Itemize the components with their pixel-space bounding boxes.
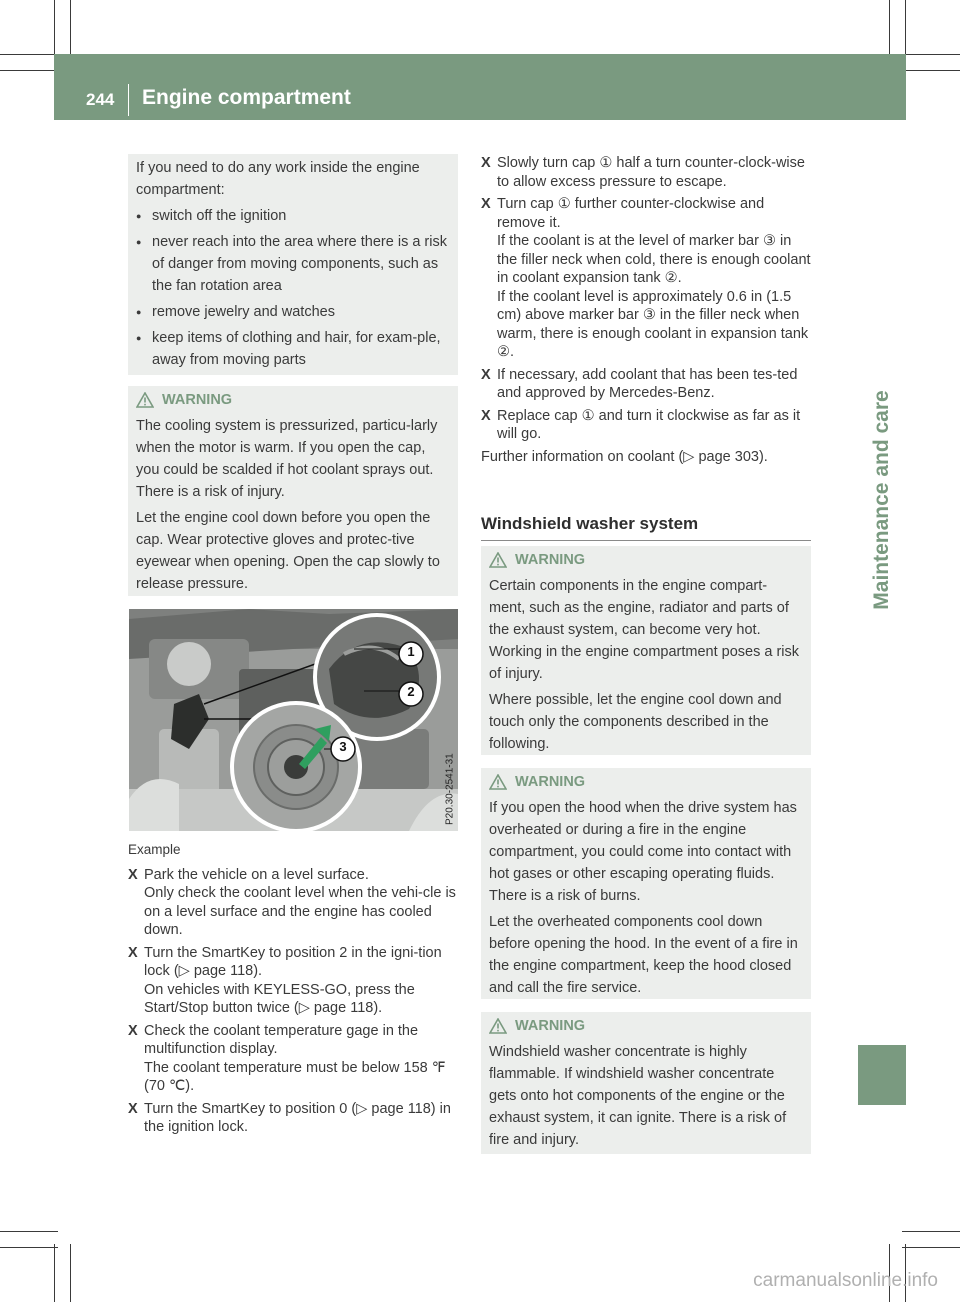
warning-text: Windshield washer concentrate is highly flammable. If windshield washer concentrate gets onto hot components of the engine or the exhaust system, it can ignite. There is a risk of fire and injury. xyxy=(489,1044,787,1148)
instruction-step xyxy=(128,866,460,940)
warning-triangle-icon xyxy=(489,774,507,790)
step-arrow-icon: X xyxy=(128,866,138,883)
warning-heading xyxy=(489,771,801,793)
step-text: Turn cap ① further counter-clockwise and remove it. xyxy=(497,196,765,231)
crop-mark xyxy=(902,1247,960,1248)
step-note: The coolant temperature must be below 158 ℉ (70 ℃). xyxy=(144,1059,446,1094)
warning-triangle-icon xyxy=(489,552,507,568)
step-arrow-icon: X xyxy=(128,1022,138,1039)
step-note: If the coolant is at the level of marker bar ③ in the filler neck when cold, there is enough coolant in coolant expansion tank ②. xyxy=(497,233,811,286)
step-text: Slowly turn cap ① half a turn counter-clock-wise to allow excess pressure to escape. xyxy=(497,155,805,190)
figure-code: P20.30-2541-31 xyxy=(445,753,456,825)
warning-text: Certain components in the engine compart-ment, such as the engine, radiator and parts of the exhaust system, can become very hot. Working in the engine compartment poses a risk of injury. xyxy=(489,578,800,682)
crop-mark xyxy=(54,1244,55,1302)
list-item: ● switch off the ignition xyxy=(136,205,448,227)
left-column-steps xyxy=(128,841,460,1141)
warning-text: If you open the hood when the drive system has overheated or during a fire in the engine compartment, you could come into contact with hot gases or other escaping operating fluids. There is a risk of burns. xyxy=(489,800,797,904)
side-tab-marker xyxy=(858,1045,906,1105)
warning-text: Where possible, let the engine cool down and touch only the components described in the following. xyxy=(489,692,782,752)
instruction-step xyxy=(481,407,813,444)
engine-compartment-illustration xyxy=(129,609,458,831)
crop-mark xyxy=(902,1231,960,1232)
warning-text: Let the overheated components cool down before opening the hood. In the event of a fire in the engine compartment, keep the hood closed and call the fire service. xyxy=(489,914,798,996)
instruction-step xyxy=(481,154,813,191)
watermark: carmanualsonline.info xyxy=(753,1270,938,1291)
step-text: If necessary, add coolant that has been tes-ted and approved by Mercedes-Benz. xyxy=(497,366,798,401)
crop-mark xyxy=(54,0,55,58)
warning-heading xyxy=(489,1015,801,1037)
info-bullet-list xyxy=(136,205,448,371)
header-divider xyxy=(128,84,129,116)
crop-mark xyxy=(902,70,960,71)
crop-mark xyxy=(0,70,58,71)
info-intro: If you need to do any work inside the engine compartment: xyxy=(136,160,420,198)
crop-mark xyxy=(889,0,890,58)
step-note: Only check the coolant level when the vehi-cle is on a level surface and the engine has cooled down. xyxy=(144,885,456,938)
step-text: Check the coolant temperature gage in the multifunction display. xyxy=(144,1022,419,1057)
warning-text: The cooling system is pressurized, particu-larly when the motor is warm. If you open the cap, you could be scalded if hot coolant sprays out. There is a risk of injury. xyxy=(136,418,438,500)
figure-caption: Example xyxy=(128,842,181,857)
warning-box-hot-components xyxy=(481,546,811,755)
list-item: ● remove jewelry and watches xyxy=(136,301,448,323)
instruction-step xyxy=(481,366,813,403)
warning-label: WARNING xyxy=(162,392,233,408)
step-text: Turn the SmartKey to position 0 (▷ page 118) in the ignition lock. xyxy=(144,1100,451,1135)
callout-marker-2: 2 xyxy=(407,684,415,699)
instruction-step xyxy=(128,944,460,1018)
list-item: ● keep items of clothing and hair, for exam-ple, away from moving parts xyxy=(136,327,448,371)
further-info-text: Further information on coolant (▷ page 303). xyxy=(481,448,768,465)
step-arrow-icon: X xyxy=(128,1100,138,1117)
crop-mark xyxy=(0,54,58,55)
crop-mark xyxy=(905,0,906,58)
warning-heading xyxy=(489,549,801,571)
section-heading: Windshield washer system xyxy=(481,514,699,533)
engine-illustration-graphic xyxy=(129,609,458,831)
warning-heading xyxy=(136,389,448,411)
crop-mark xyxy=(70,1244,71,1302)
step-note: On vehicles with KEYLESS-GO, press the Start/Stop button twice (▷ page 118). xyxy=(144,981,415,1016)
instruction-step xyxy=(128,1022,460,1096)
warning-text: Let the engine cool down before you open the cap. Wear protective gloves and protec-tive eyewear when opening. Open the cap slowly to release pressure. xyxy=(136,510,440,592)
warning-box-cooling xyxy=(128,386,458,596)
page-number: 244 xyxy=(86,90,115,109)
crop-mark xyxy=(0,1231,58,1232)
warning-box-fire xyxy=(481,768,811,999)
callout-marker-1: 1 xyxy=(407,644,415,659)
right-column-steps xyxy=(481,154,813,470)
crop-mark xyxy=(0,1247,58,1248)
warning-triangle-icon xyxy=(136,392,154,408)
list-item: ● never reach into the area where there is a risk of danger from moving components, such as the fan rotation area xyxy=(136,231,448,297)
step-arrow-icon: X xyxy=(481,407,491,424)
crop-mark xyxy=(902,54,960,55)
section-divider xyxy=(481,540,811,541)
warning-label: WARNING xyxy=(515,774,586,790)
crop-mark xyxy=(70,0,71,58)
instruction-step xyxy=(128,1100,460,1137)
step-text: Replace cap ① and turn it clockwise as far as it will go. xyxy=(497,407,801,442)
step-text: Turn the SmartKey to position 2 in the igni-tion lock (▷ page 118). xyxy=(144,944,442,979)
step-arrow-icon: X xyxy=(481,196,491,212)
warning-box-washer-fluid xyxy=(481,1012,811,1154)
warning-triangle-icon xyxy=(489,1018,507,1034)
warning-label: WARNING xyxy=(515,552,586,568)
page-title: Engine compartment xyxy=(142,86,351,109)
step-arrow-icon: X xyxy=(128,944,138,961)
step-note: If the coolant level is approximately 0.6 in (1.5 cm) above marker bar ③ in the filler neck when warm, there is enough coolant in expansion tank ②. xyxy=(497,288,809,360)
instruction-step xyxy=(481,195,813,362)
warning-label: WARNING xyxy=(515,1018,586,1034)
callout-marker-3: 3 xyxy=(339,739,347,754)
info-box xyxy=(128,154,458,375)
section-side-label: Maintenance and care xyxy=(870,390,893,610)
step-arrow-icon: X xyxy=(481,366,491,383)
step-text: Park the vehicle on a level surface. xyxy=(144,866,369,883)
step-arrow-icon: X xyxy=(481,155,491,171)
